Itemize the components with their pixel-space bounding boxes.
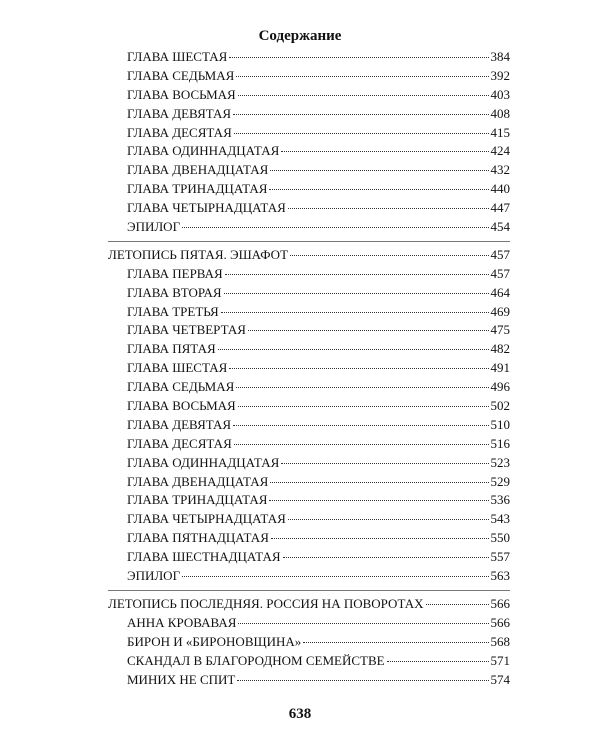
toc-entry-page: 502 xyxy=(490,398,510,414)
toc-entry-page: 571 xyxy=(490,652,510,668)
toc-entry-title: ГЛАВА ПЕРВАЯ xyxy=(127,265,223,281)
toc-entry xyxy=(108,340,510,359)
toc-entry xyxy=(108,199,510,218)
toc-entry-title: ЭПИЛОГ xyxy=(127,568,181,584)
dot-leader xyxy=(234,133,489,134)
dot-leader xyxy=(269,500,488,501)
toc-entry-page: 557 xyxy=(490,549,510,565)
toc-entry-title: ГЛАВА СЕДЬМАЯ xyxy=(127,67,235,83)
dot-leader xyxy=(238,95,489,96)
toc-entry-title: ГЛАВА ШЕСТНАДЦАТАЯ xyxy=(127,549,281,565)
table-of-contents xyxy=(108,48,510,689)
toc-entry-title: ГЛАВА ЧЕТЫРНАДЦАТАЯ xyxy=(127,200,286,216)
dot-leader xyxy=(387,661,489,662)
toc-entry-page: 568 xyxy=(490,633,510,649)
toc-entry-page: 491 xyxy=(490,360,510,376)
toc-entry-title: ГЛАВА ПЯТАЯ xyxy=(127,341,216,357)
dot-leader xyxy=(288,519,489,520)
dot-leader xyxy=(270,170,488,171)
page-number: 638 xyxy=(288,706,312,722)
toc-entry-title: ГЛАВА ДВЕНАДЦАТАЯ xyxy=(127,162,269,178)
dot-leader xyxy=(234,444,489,445)
dot-leader xyxy=(218,349,489,350)
toc-entry xyxy=(108,491,510,510)
toc-entry xyxy=(108,671,510,690)
toc-entry-page: 529 xyxy=(490,473,510,489)
toc-entry-title: ГЛАВА ДВЕНАДЦАТАЯ xyxy=(127,473,269,489)
toc-entry-page: 440 xyxy=(490,181,510,197)
toc-entry xyxy=(108,359,510,378)
toc-entry xyxy=(108,397,510,416)
toc-entry-title: ГЛАВА ТРЕТЬЯ xyxy=(127,303,219,319)
toc-entry-page: 454 xyxy=(490,219,510,235)
section-divider xyxy=(108,590,510,591)
toc-entry-page: 464 xyxy=(490,284,510,300)
toc-entry-title: ГЛАВА СЕДЬМАЯ xyxy=(127,379,235,395)
toc-part-heading xyxy=(108,595,510,614)
dot-leader xyxy=(238,406,489,407)
toc-entry xyxy=(108,218,510,237)
toc-entry xyxy=(108,435,510,454)
toc-entry-page: 447 xyxy=(490,200,510,216)
toc-part-heading xyxy=(108,246,510,265)
toc-entry xyxy=(108,567,510,586)
toc-entry-page: 482 xyxy=(490,341,510,357)
dot-leader xyxy=(271,538,489,539)
toc-entry-title: ГЛАВА ДЕСЯТАЯ xyxy=(127,124,232,140)
toc-entry xyxy=(108,284,510,303)
toc-entry-title: ГЛАВА ВОСЬМАЯ xyxy=(127,86,236,102)
dot-leader xyxy=(236,387,488,388)
dot-leader xyxy=(237,680,488,681)
toc-entry-page: 475 xyxy=(490,322,510,338)
toc-entry-title: ГЛАВА ДЕВЯТАЯ xyxy=(127,416,232,432)
toc-entry xyxy=(108,652,510,671)
toc-entry-page: 496 xyxy=(490,379,510,395)
toc-entry xyxy=(108,67,510,86)
dot-leader xyxy=(288,208,489,209)
toc-entry xyxy=(108,161,510,180)
toc-entry-page: 432 xyxy=(490,162,510,178)
toc-entry-title: ГЛАВА ДЕСЯТАЯ xyxy=(127,435,232,451)
toc-entry-title: БИРОН И «БИРОНОВЩИНА» xyxy=(127,633,302,649)
dot-leader xyxy=(182,227,488,228)
section-divider xyxy=(108,241,510,242)
toc-entry-page: 392 xyxy=(490,67,510,83)
toc-entry-page: 457 xyxy=(490,246,510,262)
dot-leader xyxy=(270,482,488,483)
toc-entry xyxy=(108,124,510,143)
toc-entry-title: ЭПИЛОГ xyxy=(127,219,181,235)
toc-entry-page: 403 xyxy=(490,86,510,102)
toc-entry-title: ГЛАВА ПЯТНАДЦАТАЯ xyxy=(127,530,269,546)
dot-leader xyxy=(238,623,488,624)
toc-entry-title: ГЛАВА ТРИНАДЦАТАЯ xyxy=(127,181,268,197)
dot-leader xyxy=(303,642,488,643)
toc-entry-title: ЛЕТОПИСЬ ПОСЛЕДНЯЯ. РОССИЯ НА ПОВОРОТАХ xyxy=(108,595,424,611)
toc-entry-page: 384 xyxy=(490,49,510,64)
running-header: Содержание xyxy=(258,28,342,44)
dot-leader xyxy=(233,114,488,115)
toc-entry-page: 523 xyxy=(490,454,510,470)
toc-entry xyxy=(108,529,510,548)
toc-entry-title: ГЛАВА ЧЕТВЕРТАЯ xyxy=(127,322,246,338)
toc-entry xyxy=(108,105,510,124)
toc-entry-title: МИНИХ НЕ СПИТ xyxy=(127,671,236,687)
toc-entry xyxy=(108,265,510,284)
toc-entry xyxy=(108,614,510,633)
toc-entry-page: 516 xyxy=(490,435,510,451)
toc-entry-title: ГЛАВА ОДИННАДЦАТАЯ xyxy=(127,454,280,470)
toc-entry-title: ЛЕТОПИСЬ ПЯТАЯ. ЭШАФОТ xyxy=(108,246,289,262)
toc-section xyxy=(108,246,510,586)
toc-section xyxy=(108,48,510,237)
toc-entry-title: ГЛАВА ОДИННАДЦАТАЯ xyxy=(127,143,280,159)
toc-entry xyxy=(108,510,510,529)
toc-entry-page: 408 xyxy=(490,105,510,121)
toc-entry-title: ГЛАВА ЧЕТЫРНАДЦАТАЯ xyxy=(127,511,286,527)
toc-entry-page: 563 xyxy=(490,568,510,584)
toc-entry xyxy=(108,142,510,161)
toc-entry xyxy=(108,473,510,492)
dot-leader xyxy=(290,255,488,256)
dot-leader xyxy=(281,463,488,464)
toc-entry-title: АННА КРОВАВАЯ xyxy=(127,614,237,630)
toc-entry xyxy=(108,633,510,652)
dot-leader xyxy=(225,274,489,275)
toc-entry xyxy=(108,48,510,67)
toc-entry-page: 566 xyxy=(490,614,510,630)
toc-entry xyxy=(108,378,510,397)
toc-entry-page: 566 xyxy=(490,595,510,611)
dot-leader xyxy=(229,57,488,58)
toc-entry-title: ГЛАВА ДЕВЯТАЯ xyxy=(127,105,232,121)
toc-entry-title: ГЛАВА ШЕСТАЯ xyxy=(127,49,228,64)
toc-entry-title: ГЛАВА ВОСЬМАЯ xyxy=(127,398,236,414)
dot-leader xyxy=(229,368,488,369)
dot-leader xyxy=(426,604,489,605)
toc-entry-page: 510 xyxy=(490,416,510,432)
toc-entry xyxy=(108,180,510,199)
dot-leader xyxy=(281,151,488,152)
toc-entry-page: 415 xyxy=(490,124,510,140)
dot-leader xyxy=(283,557,489,558)
toc-entry xyxy=(108,303,510,322)
toc-entry-page: 550 xyxy=(490,530,510,546)
dot-leader xyxy=(269,189,488,190)
toc-entry xyxy=(108,548,510,567)
toc-entry-title: ГЛАВА ШЕСТАЯ xyxy=(127,360,228,376)
toc-entry-page: 543 xyxy=(490,511,510,527)
dot-leader xyxy=(224,293,489,294)
toc-entry-page: 424 xyxy=(490,143,510,159)
toc-entry xyxy=(108,454,510,473)
toc-entry-title: СКАНДАЛ В БЛАГОРОДНОМ СЕМЕЙСТВЕ xyxy=(127,652,385,668)
dot-leader xyxy=(221,312,489,313)
toc-entry xyxy=(108,416,510,435)
toc-entry-page: 536 xyxy=(490,492,510,508)
toc-section xyxy=(108,595,510,689)
toc-entry-page: 469 xyxy=(490,303,510,319)
dot-leader xyxy=(236,76,488,77)
toc-entry-title: ГЛАВА ВТОРАЯ xyxy=(127,284,222,300)
toc-entry xyxy=(108,86,510,105)
toc-entry-page: 574 xyxy=(490,671,510,687)
toc-entry xyxy=(108,321,510,340)
toc-entry-page: 457 xyxy=(490,265,510,281)
toc-entry-title: ГЛАВА ТРИНАДЦАТАЯ xyxy=(127,492,268,508)
dot-leader xyxy=(182,576,488,577)
dot-leader xyxy=(233,425,488,426)
dot-leader xyxy=(248,330,489,331)
